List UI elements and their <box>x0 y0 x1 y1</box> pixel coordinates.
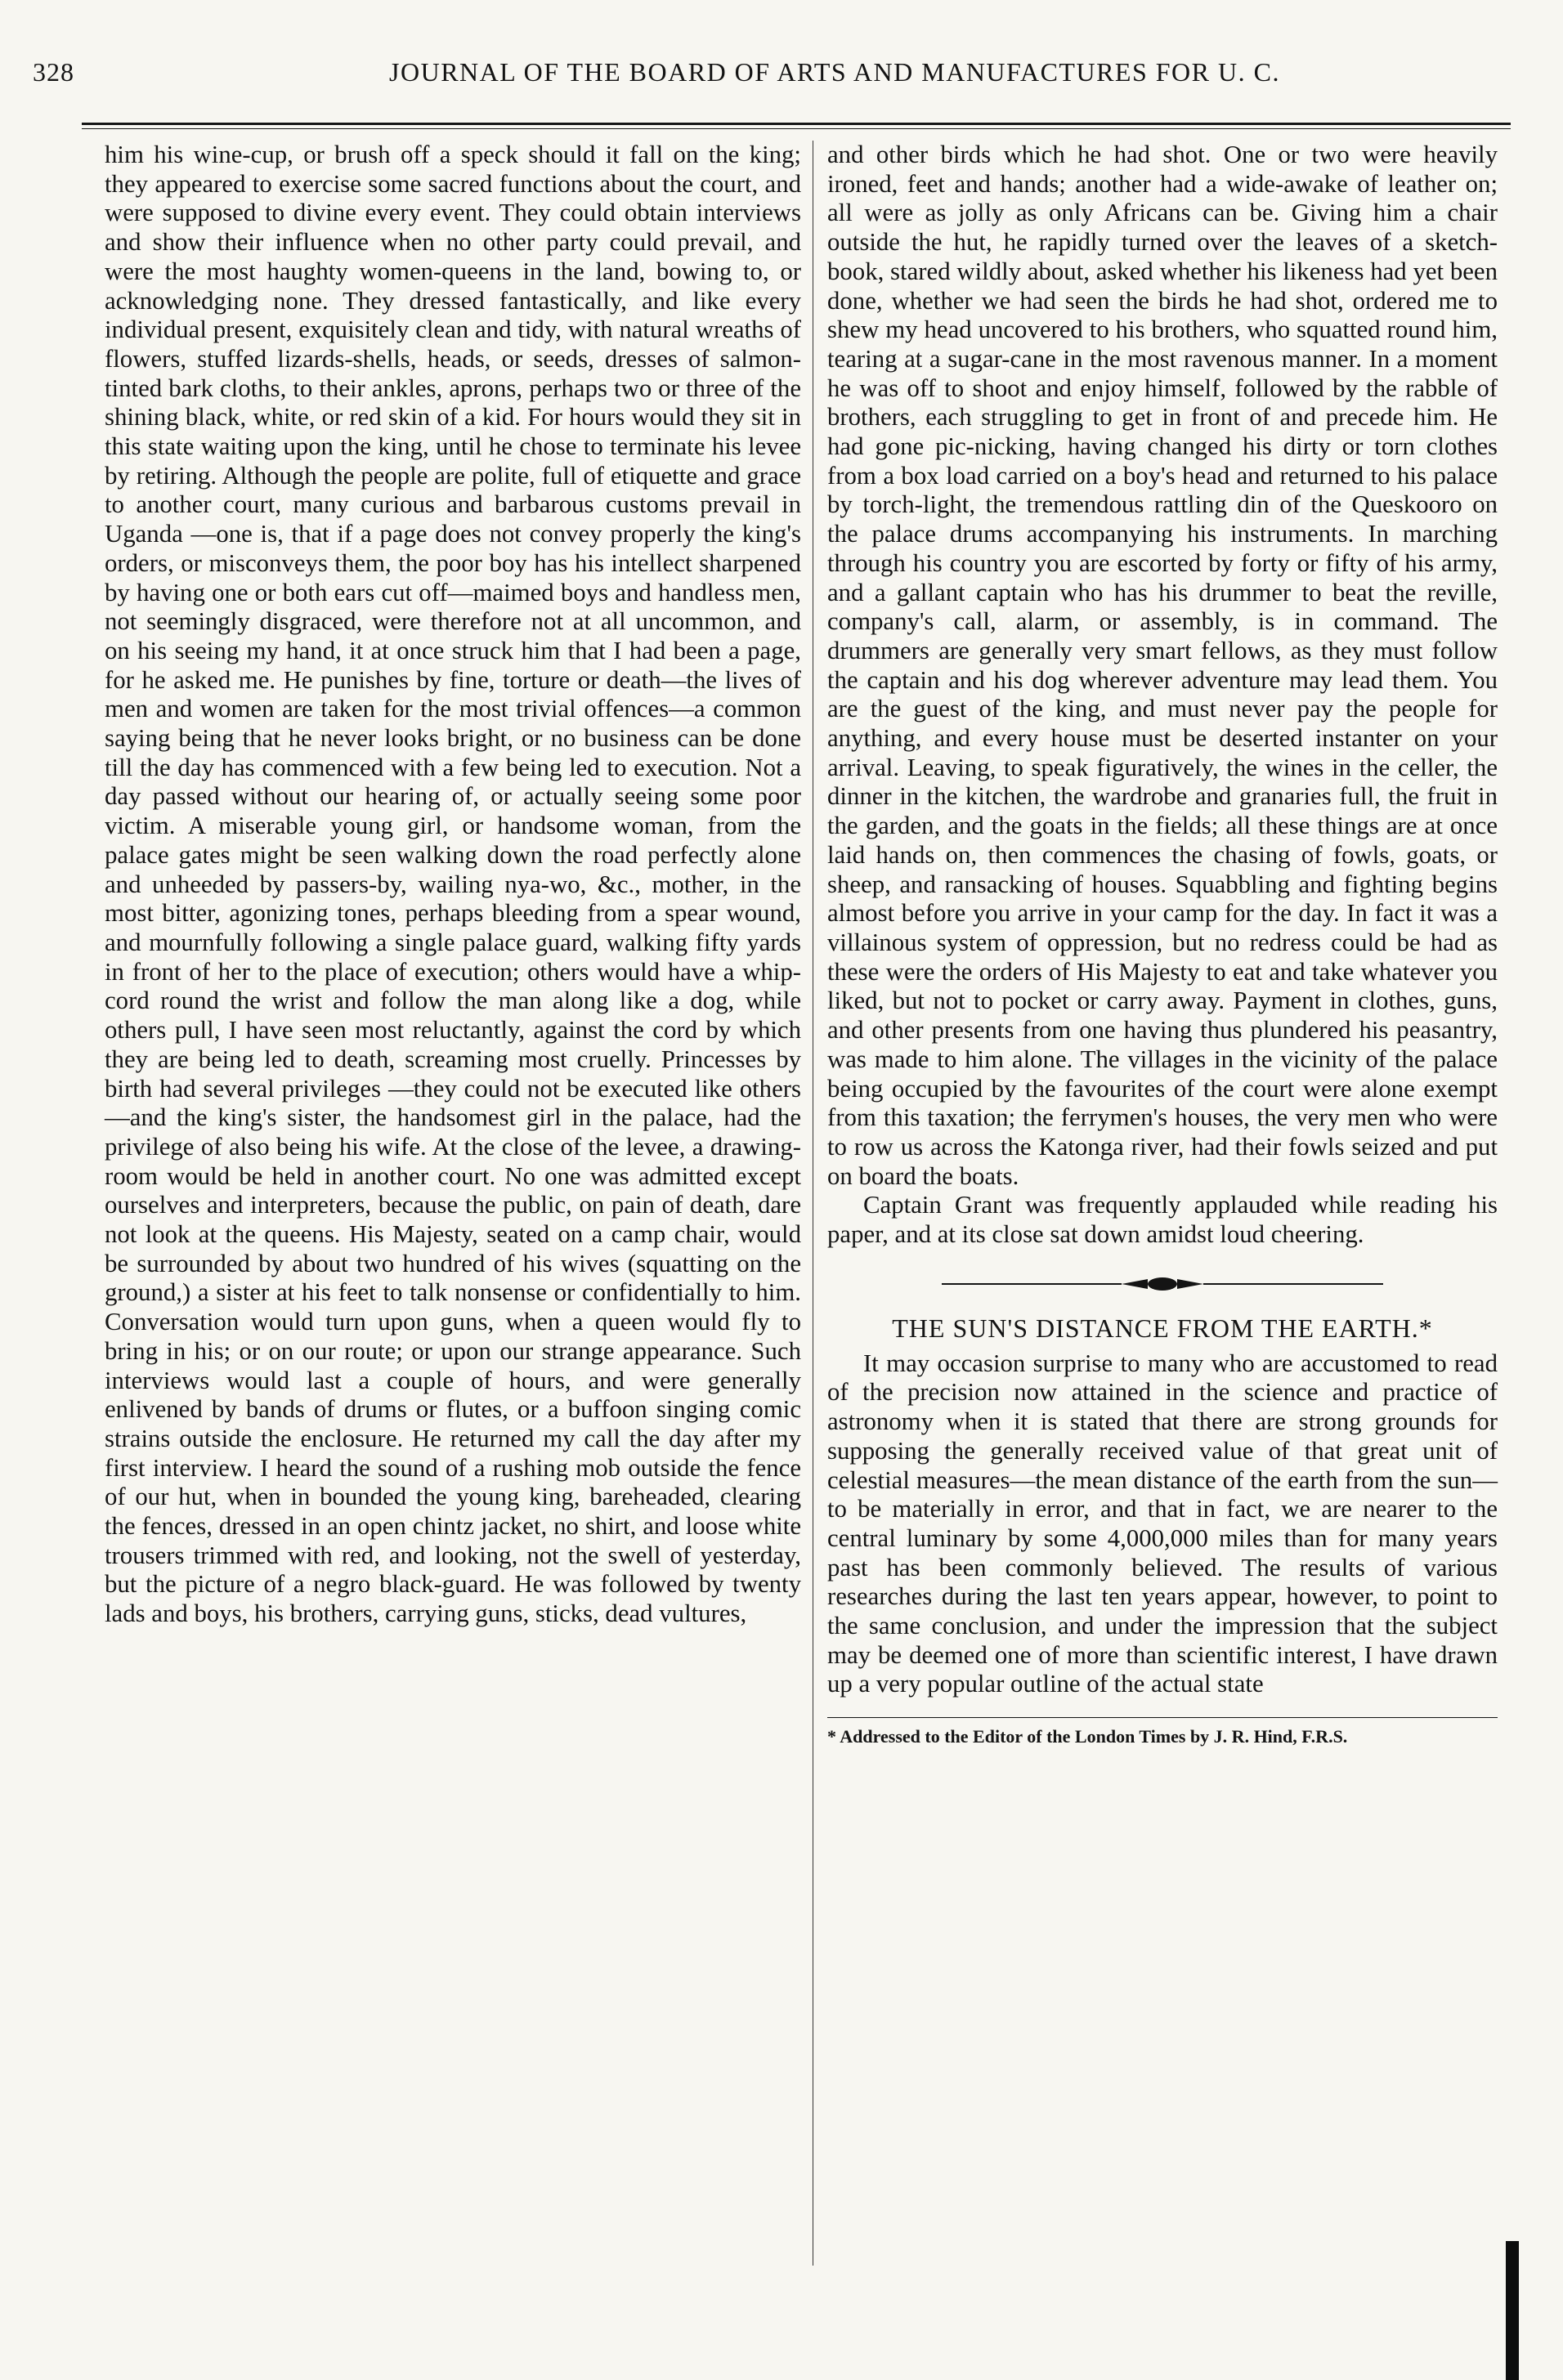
left-column <box>105 141 801 1629</box>
right-column-paragraph-2: Captain Grant was frequently applauded while reading his paper, and at its close sat down amidst loud cheering. <box>827 1191 1498 1249</box>
right-column-paragraph-3: It may occasion surprise to many who are accustomed to read of the precision now attained in the science and practice of astronomy when it is stated that there are strong grounds for supposing the generally received value of that great unit of celestial measures—the mean distance of the earth from the sun—to be materially in error, and that in fact, we are nearer to the central luminary by some 4,000,000 miles than for many years past has been commonly believed. The results of various researches during the last ten years appear, however, to point to the same conclusion, and under the impression that the subject may be deemed one of more than scientific interest, I have drawn up a very popular outline of the actual state <box>827 1349 1498 1698</box>
right-column-paragraph-1: and other birds which he had shot. One or two were heavily ironed, feet and hands; another had a wide-awake of leather on; all were as jolly as only Africans can be. Giving him a chair outside the hut, he rapidly turned over the leaves of a sketch-book, stared wildly about, asked whether his likeness had yet been done, whether we had seen the birds he had shot, ordered me to shew my head uncovered to his brothers, who squatted round him, tearing at a sugar-cane in the most ravenous manner. In a moment he was off to shoot and enjoy himself, followed by the rabble of brothers, each struggling to get in front of and precede him. He had gone pic-nicking, having changed his dirty or torn clothes from a box load carried on a boy's head and returned to his palace by torch-light, the tremendous rattling din of the Queskooro on the palace drums accompanying his instruments. In marching through his country you are escorted by forty or fifty of his army, and a gallant captain who has his drummer to beat the reville, company's call, alarm, or assembly, is in command. The drummers are generally very smart fellows, as they must follow the captain and his dog wherever adventure may lead them. You are the guest of the king, and must never pay the people for anything, and every house must be deserted instanter on your arrival. Leaving, to speak figuratively, the wines in the celler, the dinner in the kitchen, the wardrobe and granaries full, the fruit in the garden, and the goats in the fields; all these things are at once laid hands on, then commences the chasing of fowls, goats, or sheep, and ransacking of houses. Squabbling and fighting begins almost before you arrive in your camp for the day. In fact it was a villainous system of oppression, but no redress could be had as these were the orders of His Majesty to eat and take whatever you liked, but not to pocket or carry away. Payment in clothes, guns, and other presents from one having thus plundered his peasantry, was made to him alone. The villages in the vicinity of the palace being occupied by the favourites of the court were alone exempt from this taxation; the ferrymen's houses, the very men who were to row us across the Katonga river, had their fowls seized and put on board the boats. <box>827 141 1498 1190</box>
left-column-paragraph: him his wine-cup, or brush off a speck should it fall on the king; they appeared to exercise some sacred functions about the court, and were supposed to divine every event. They could obtain interviews and show their influence when no other party could prevail, and were the most haughty women-queens in the land, bowing to, or acknowledging none. They dressed fantastically, and like every individual present, exquisitely clean and tidy, with natural wreaths of flowers, stuffed lizards-shells, heads, or seeds, dresses of salmon-tinted bark cloths, to their ankles, aprons, perhaps two or three of the shining black, white, or red skin of a kid. For hours would they sit in this state waiting upon the king, until he chose to terminate his levee by retiring. Although the people are polite, full of etiquette and grace to another court, many curious and barbarous customs prevail in Uganda —one is, that if a page does not convey properly the king's orders, or misconveys them, the poor boy has his intellect sharpened by having one or both ears cut off—maimed boys and handless men, not seemingly disgraced, were therefore not at all uncommon, and on his seeing my hand, it at once struck him that I had been a page, for he asked me. He punishes by fine, torture or death—the lives of men and women are taken for the most trivial offences—a common saying being that he never looks bright, or no business can be done till the day has commenced with a few being led to execution. Not a day passed without our hearing of, or actually seeing some poor victim. A miserable young girl, or handsome woman, from the palace gates might be seen walking down the road perfectly alone and unheeded by passers-by, wailing nya-wo, &c., mother, in the most bitter, agonizing tones, perhaps bleeding from a spear wound, and mournfully following a single palace guard, walking fifty yards in front of her to the place of execution; others would have a whip-cord round the wrist and follow the man along like a dog, while others pull, I have seen most reluctantly, against the cord by which they are being led to death, screaming most cruelly. Princesses by birth had several privileges —they could not be executed like others—and the king's sister, the handsomest girl in the palace, had the privilege of also being his wife. At the close of the levee, a drawing-room would be held in another court. No one was admitted except ourselves and interpreters, because the public, on pain of death, dare not look at the queens. His Majesty, seated on a camp chair, would be surrounded by about two hundred of his wives (squatting on the ground,) a sister at his feet to talk nonsense or confidentially to him. Conversation would turn upon guns, when a queen would fly to bring in his; or on our route; or upon our strange appearance. Such interviews would last a couple of hours, and were generally enlivened by bands of drums or flutes, or a buffoon singing comic strains outside the enclosure. He returned my call the day after my first interview. I heard the sound of a rushing mob outside the fence of our hut, when in bounded the young king, bareheaded, clearing the fences, dressed in an open chintz jacket, no shirt, and loose white trousers trimmed with red, and looking, not the swell of yesterday, but the picture of a negro black-guard. He was followed by twenty lads and boys, his brothers, carrying guns, sticks, dead vultures, <box>105 141 801 1628</box>
header-rule-thick <box>82 123 1511 125</box>
header-rule-thin <box>82 128 1511 129</box>
journal-title: JOURNAL OF THE BOARD OF ARTS AND MANUFACTURES FOR U. C. <box>389 57 1280 87</box>
page-number: 328 <box>33 57 74 87</box>
running-head <box>33 57 1514 87</box>
right-column <box>827 141 1498 1749</box>
section-ornament <box>934 1274 1391 1294</box>
footnote: * Addressed to the Editor of the London Times by J. R. Hind, F.R.S. <box>827 1726 1348 1747</box>
section-title: THE SUN'S DISTANCE FROM THE EARTH.* <box>892 1313 1433 1343</box>
footnote-rule <box>827 1717 1498 1718</box>
page-edge-shadow <box>1506 2241 1519 2380</box>
